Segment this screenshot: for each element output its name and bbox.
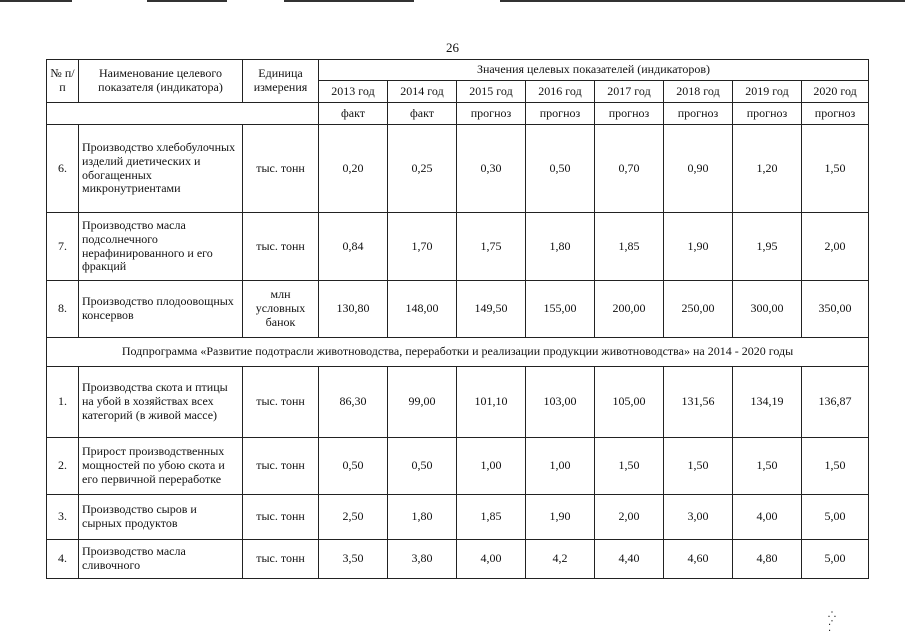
value-cell: 1,50 (802, 438, 869, 495)
scan-edge-line (147, 0, 227, 2)
value-cell: 1,50 (802, 125, 869, 213)
table-row (47, 213, 869, 281)
row-unit: тыс. тонн (243, 438, 319, 495)
type-cell: прогноз (526, 103, 595, 125)
value-cell: 148,00 (388, 281, 457, 338)
value-cell: 1,85 (595, 213, 664, 281)
type-cell: прогноз (802, 103, 869, 125)
year-cell: 2019 год (733, 81, 802, 103)
row-name: Производство сыров и сырных продуктов (79, 495, 243, 540)
type-cell: прогноз (664, 103, 733, 125)
value-cell: 4,60 (664, 540, 733, 579)
value-cell: 0,90 (664, 125, 733, 213)
value-cell: 3,80 (388, 540, 457, 579)
value-cell: 130,80 (319, 281, 388, 338)
value-cell: 5,00 (802, 495, 869, 540)
value-cell: 1,50 (595, 438, 664, 495)
row-unit: тыс. тонн (243, 540, 319, 579)
value-cell: 1,20 (733, 125, 802, 213)
table-row (47, 281, 869, 338)
row-unit: тыс. тонн (243, 367, 319, 438)
year-cell: 2018 год (664, 81, 733, 103)
header-unit: Единица измерения (243, 60, 319, 103)
row-unit: тыс. тонн (243, 495, 319, 540)
value-cell: 4,00 (733, 495, 802, 540)
value-cell: 101,10 (457, 367, 526, 438)
value-cell: 1,75 (457, 213, 526, 281)
table-row (47, 125, 869, 213)
scan-edge-line (500, 0, 905, 2)
row-name: Производство масла подсолнечного нерафинированного и его фракций (79, 213, 243, 281)
value-cell: 1,80 (526, 213, 595, 281)
value-cell: 0,50 (319, 438, 388, 495)
indicators-table (46, 59, 869, 579)
header-values: Значения целевых показателей (индикаторов) (319, 60, 869, 81)
header-no: № п/п (47, 60, 79, 103)
row-no: 2. (47, 438, 79, 495)
type-cell: прогноз (457, 103, 526, 125)
row-no: 8. (47, 281, 79, 338)
table-row (47, 438, 869, 495)
value-cell: 0,25 (388, 125, 457, 213)
header-row (47, 60, 869, 81)
year-cell: 2016 год (526, 81, 595, 103)
scan-edge-line (284, 0, 414, 2)
scan-edge-line (0, 0, 72, 2)
value-cell: 103,00 (526, 367, 595, 438)
year-cell: 2015 год (457, 81, 526, 103)
value-cell: 2,00 (802, 213, 869, 281)
type-cell: прогноз (733, 103, 802, 125)
row-name: Прирост производственных мощностей по убою скота и его первичной переработке (79, 438, 243, 495)
value-cell: 4,80 (733, 540, 802, 579)
type-cell: факт (319, 103, 388, 125)
row-no: 6. (47, 125, 79, 213)
value-cell: 1,90 (664, 213, 733, 281)
value-cell: 4,40 (595, 540, 664, 579)
value-cell: 3,00 (664, 495, 733, 540)
row-unit: млн условных банок (243, 281, 319, 338)
row-name: Производства скота и птицы на убой в хозяйствах всех категорий (в живой массе) (79, 367, 243, 438)
value-cell: 4,00 (457, 540, 526, 579)
year-cell: 2013 год (319, 81, 388, 103)
row-name: Производство хлебобулочных изделий диетических и обогащенных микронутриентами (79, 125, 243, 213)
value-cell: 1,00 (526, 438, 595, 495)
value-cell: 131,56 (664, 367, 733, 438)
value-cell: 134,19 (733, 367, 802, 438)
value-cell: 0,30 (457, 125, 526, 213)
value-cell: 99,00 (388, 367, 457, 438)
row-unit: тыс. тонн (243, 213, 319, 281)
row-no: 4. (47, 540, 79, 579)
row-no: 3. (47, 495, 79, 540)
value-cell: 2,00 (595, 495, 664, 540)
value-cell: 155,00 (526, 281, 595, 338)
type-cell: факт (388, 103, 457, 125)
page-number: 26 (446, 40, 459, 55)
subprogram-title: Подпрограмма «Развитие подотрасли животноводства, переработки и реализации продукции животноводства» на 2014 - 2020 годы (47, 338, 869, 367)
row-no: 7. (47, 213, 79, 281)
row-name: Производство плодоовощных консервов (79, 281, 243, 338)
value-cell: 1,80 (388, 495, 457, 540)
row-no: 1. (47, 367, 79, 438)
value-cell: 0,70 (595, 125, 664, 213)
value-cell: 350,00 (802, 281, 869, 338)
header-types-row (47, 103, 869, 125)
table-row (47, 540, 869, 579)
value-cell: 200,00 (595, 281, 664, 338)
table-row (47, 367, 869, 438)
value-cell: 1,50 (733, 438, 802, 495)
value-cell: 1,00 (457, 438, 526, 495)
value-cell: 1,95 (733, 213, 802, 281)
row-unit: тыс. тонн (243, 125, 319, 213)
value-cell: 1,70 (388, 213, 457, 281)
row-name: Производство масла сливочного (79, 540, 243, 579)
value-cell: 149,50 (457, 281, 526, 338)
subprogram-row (47, 338, 869, 367)
value-cell: 86,30 (319, 367, 388, 438)
type-cell: прогноз (595, 103, 664, 125)
scan-specks: ⁛ ⁚ (828, 612, 866, 634)
year-cell: 2020 год (802, 81, 869, 103)
value-cell: 2,50 (319, 495, 388, 540)
header-name: Наименование целевого показателя (индикатора) (79, 60, 243, 103)
value-cell: 0,50 (388, 438, 457, 495)
value-cell: 0,50 (526, 125, 595, 213)
value-cell: 300,00 (733, 281, 802, 338)
year-cell: 2017 год (595, 81, 664, 103)
value-cell: 1,90 (526, 495, 595, 540)
value-cell: 1,85 (457, 495, 526, 540)
value-cell: 3,50 (319, 540, 388, 579)
blank-cell (47, 103, 319, 125)
value-cell: 4,2 (526, 540, 595, 579)
value-cell: 0,84 (319, 213, 388, 281)
value-cell: 105,00 (595, 367, 664, 438)
value-cell: 0,20 (319, 125, 388, 213)
year-cell: 2014 год (388, 81, 457, 103)
value-cell: 136,87 (802, 367, 869, 438)
value-cell: 250,00 (664, 281, 733, 338)
table-row (47, 495, 869, 540)
value-cell: 1,50 (664, 438, 733, 495)
value-cell: 5,00 (802, 540, 869, 579)
